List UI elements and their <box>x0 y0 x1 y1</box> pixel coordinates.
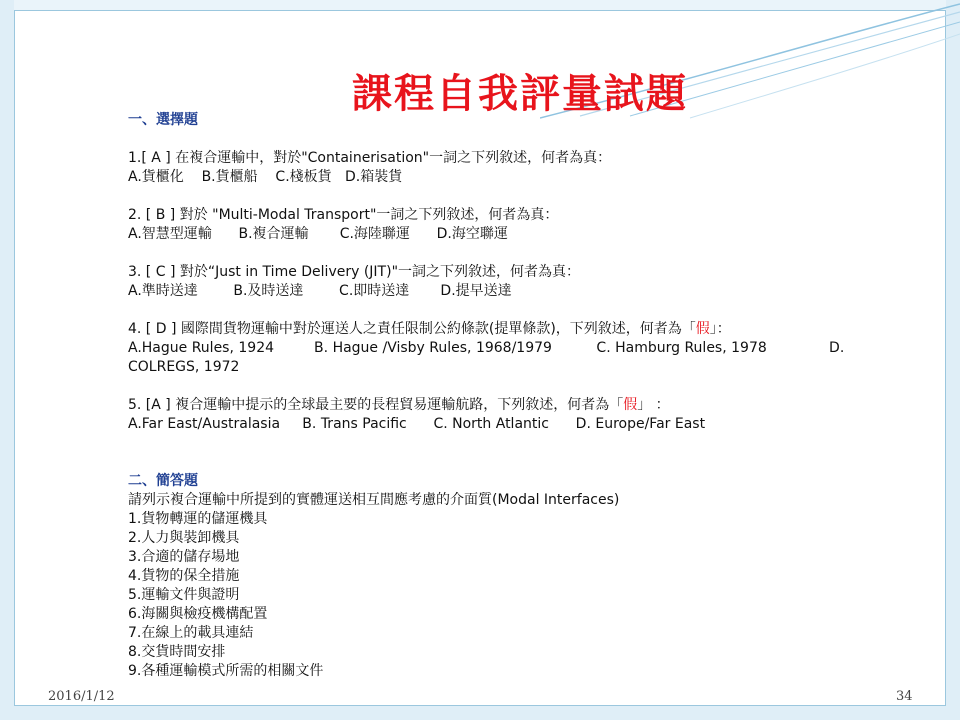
false-keyword: 假 <box>695 321 710 337</box>
stem-text-end: 」 ： <box>637 397 670 413</box>
question-stem: 3. [ C ] 對於“Just in Time Delivery (JIT)"一詞之下列敘述，何者為真： <box>128 264 581 280</box>
stem-text-end: 」： <box>709 321 731 337</box>
list-item: 9.各種運輸模式所需的相關文件 <box>128 663 324 679</box>
question-options: A.Hague Rules, 1924 B. Hague /Visby Rules, 1968/1979 C. Hamburg Rules, 1978 D. <box>128 340 845 356</box>
question-4 <box>128 320 868 377</box>
list-item: 2.人力與裝卸機具 <box>128 530 240 546</box>
question-stem <box>128 320 868 339</box>
list-item: 8.交貨時間安排 <box>128 644 226 660</box>
false-keyword: 假 <box>623 397 638 413</box>
question-5 <box>128 396 868 434</box>
section2-list <box>128 510 868 681</box>
list-item: 5.運輸文件與證明 <box>128 587 240 603</box>
question-2 <box>128 206 868 244</box>
list-item: 1.貨物轉運的儲運機具 <box>128 511 268 527</box>
question-options: A.準時送達 B.及時送達 C.即時送達 D.提早送達 <box>128 283 512 299</box>
question-stem <box>128 396 868 415</box>
list-item: 6.海關與檢疫機構配置 <box>128 606 268 622</box>
question-options: A.Far East/Australasia B. Trans Pacific C. North Atlantic D. Europe/Far East <box>128 416 706 432</box>
page-number: 34 <box>896 689 913 704</box>
question-options: A.貨櫃化 B.貨櫃船 C.棧板貨 D.箱裝貨 <box>128 169 403 185</box>
list-item: 7.在線上的載具連結 <box>128 625 254 641</box>
question-stem: 2. [ B ] 對於 "Multi-Modal Transport"一詞之下列敘述，何者為真： <box>128 207 559 223</box>
list-item: 4.貨物的保全措施 <box>128 568 240 584</box>
list-item: 3.合適的儲存場地 <box>128 549 240 565</box>
section1-heading: 一、選擇題 <box>128 112 198 128</box>
stem-text: 4. [ D ] 國際間貨物運輸中對於運送人之責任限制公約條款(提單條款)，下列敘述，何者為「 <box>128 321 696 337</box>
question-1 <box>128 149 868 187</box>
question-options-cont: COLREGS, 1972 <box>128 359 240 375</box>
question-options: A.智慧型運輸 B.複合運輸 C.海陸聯運 D.海空聯運 <box>128 226 508 242</box>
stem-text: 5. [A ] 複合運輸中提示的全球最主要的長程貿易運輸航路，下列敘述，何者為「 <box>128 397 624 413</box>
section2-heading: 二、簡答題 <box>128 473 198 489</box>
question-3 <box>128 263 868 301</box>
section2-prompt: 請列示複合運輸中所提到的實體運送相互間應考慮的介面質(Modal Interfaces) <box>128 492 620 508</box>
slide-content <box>128 111 868 681</box>
slide-title: 課程自我評量試題 <box>352 71 688 117</box>
footer-date: 2016/1/12 <box>48 689 115 704</box>
frame-bottom <box>0 706 960 720</box>
question-stem: 1.[ A ] 在複合運輸中，對於"Containerisation"一詞之下列敘述，何者為真： <box>128 150 612 166</box>
